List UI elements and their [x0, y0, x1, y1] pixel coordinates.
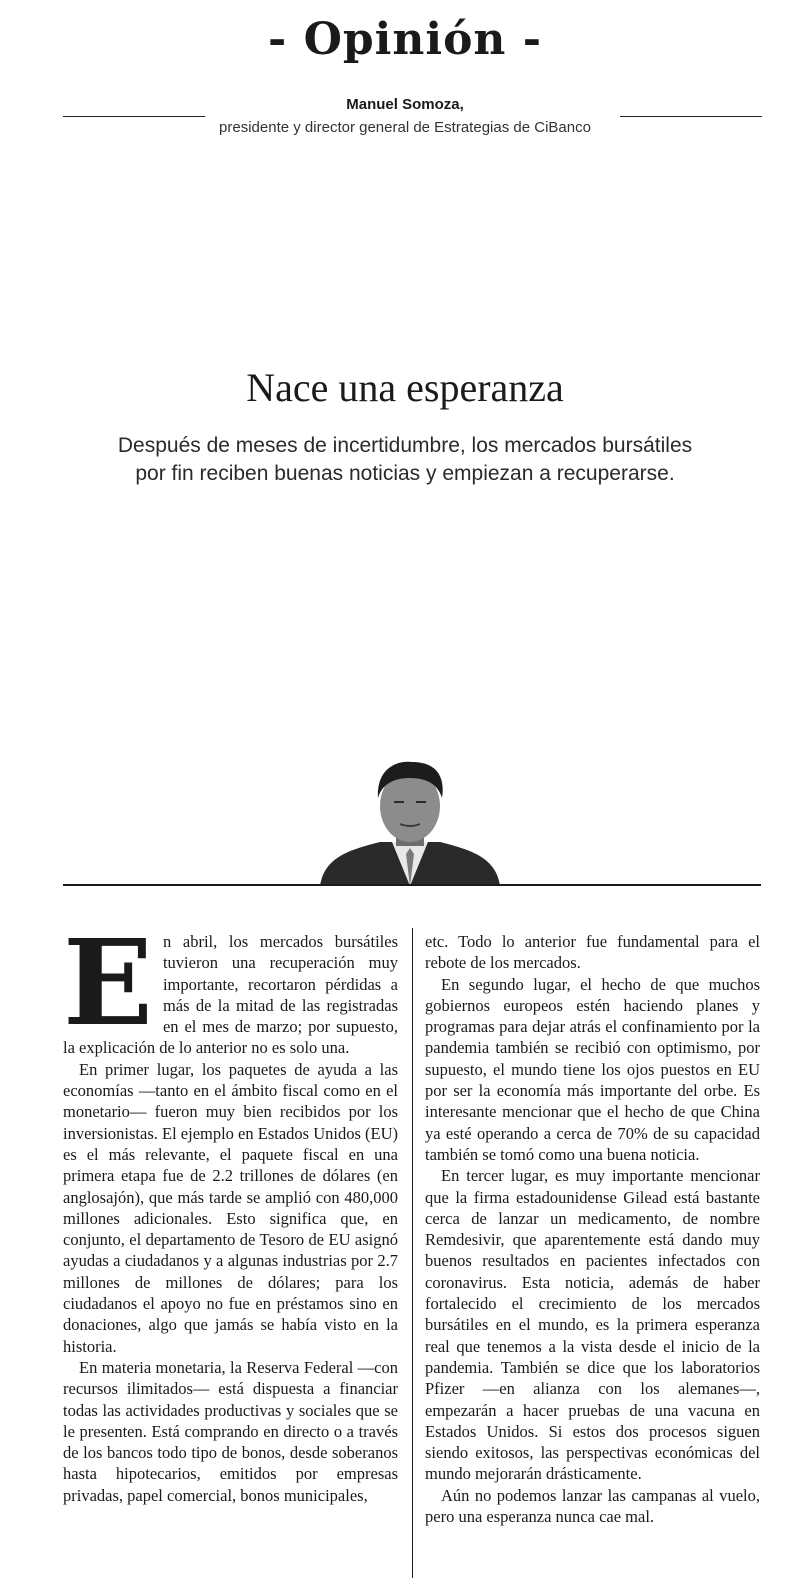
author-role: presidente y director general de Estrategias de CiBanco	[219, 119, 591, 136]
article-column-2	[425, 931, 760, 1527]
drop-cap: E	[63, 913, 153, 1052]
paragraph: En segundo lugar, el hecho de que muchos gobiernos europeos estén haciendo planes y programas para dejar atrás el confinamiento por la pandemia también se recibió con optimismo, por supuesto, el mundo tiene los ojos puestos en EU por ser la economía más importante del orbe. Es interesante mencionar que el hecho de que China ya esté operando a cerca de 70% de su capacidad también se tomó como una buena noticia.	[425, 974, 760, 1164]
author-name: Manuel Somoza,	[346, 96, 464, 113]
article-column-1	[63, 913, 398, 1506]
paragraph-text: n abril, los mercados bursátiles tuvieron una recuperación muy importante, recortaron pérdidas a más de la mitad de las registradas en el mes de marzo; por supuesto, la explicación de lo anterior no es solo una.	[63, 932, 398, 1058]
paragraph: En tercer lugar, es muy importante mencionar que la firma estadounidense Gilead está bastante cerca de lanzar un medicamento, de nombre Remdesivir, que aparentemente está dando muy buenos resultados en pacientes infectados con coronavirus. Esta noticia, además de haber fortalecido el crecimiento de los mercados bursátiles en el mundo, es la primera esperanza real que tenemos a la vista desde el inicio de la pandemia. También se dice que los laboratorios Pfizer —en alianza con los alemanes—, empezarán a hacer pruebas de una vacuna en Estados Unidos. Si estos dos procesos siguen siendo exitosos, las perspectivas económicas del mundo mejorarán drásticamente.	[425, 1166, 760, 1484]
paragraph: En materia monetaria, la Reserva Federal —con recursos ilimitados— está dispuesta a financiar todas las actividades productivas y sociales que se le presenten. Está comprando en directo o a través de los bancos todo tipo de bonos, desde soberanos hasta hipotecarios, emitidos por empresas privadas, papel comercial, bonos municipales,	[63, 1357, 398, 1505]
paragraph: En primer lugar, los paquetes de ayuda a las economías —tanto en el ámbito fiscal como en el monetario— fueron muy bien recibidos por los inversionistas. El ejemplo en Estados Unidos (EU) es el más relevante, el paquete fiscal en una primera etapa fue de 2.2 trillones de dólares (en anglosajón), que más tarde se amplió con 480,000 millones adicionales. Esto significa que, en conjunto, el departamento de Tesoro de EU asignó ayudas a ciudadanos y a algunas industrias por 2.7 millones de millones de dólares; para los ciudadanos el apoyo no fue en préstamos sino en donaciones, algo que jamás se había visto en la historia.	[63, 1059, 398, 1356]
headline: Nace una esperanza	[246, 365, 564, 410]
column-divider	[412, 928, 413, 1578]
paragraph: Aún no podemos lanzar las campanas al vuelo, pero una esperanza nunca cae mal.	[425, 1485, 760, 1527]
paragraph	[63, 913, 398, 1059]
deck: Después de meses de incertidumbre, los mercados bursátiles por fin reciben buenas noticias y empiezan a recuperarse.	[117, 434, 693, 485]
divider-right	[620, 116, 762, 117]
author-portrait	[318, 758, 502, 886]
section-title: - Opinión -	[267, 14, 542, 65]
section-rule	[63, 884, 761, 886]
divider-left	[63, 116, 205, 117]
paragraph: etc. Todo lo anterior fue fundamental para el rebote de los mercados.	[425, 932, 760, 973]
